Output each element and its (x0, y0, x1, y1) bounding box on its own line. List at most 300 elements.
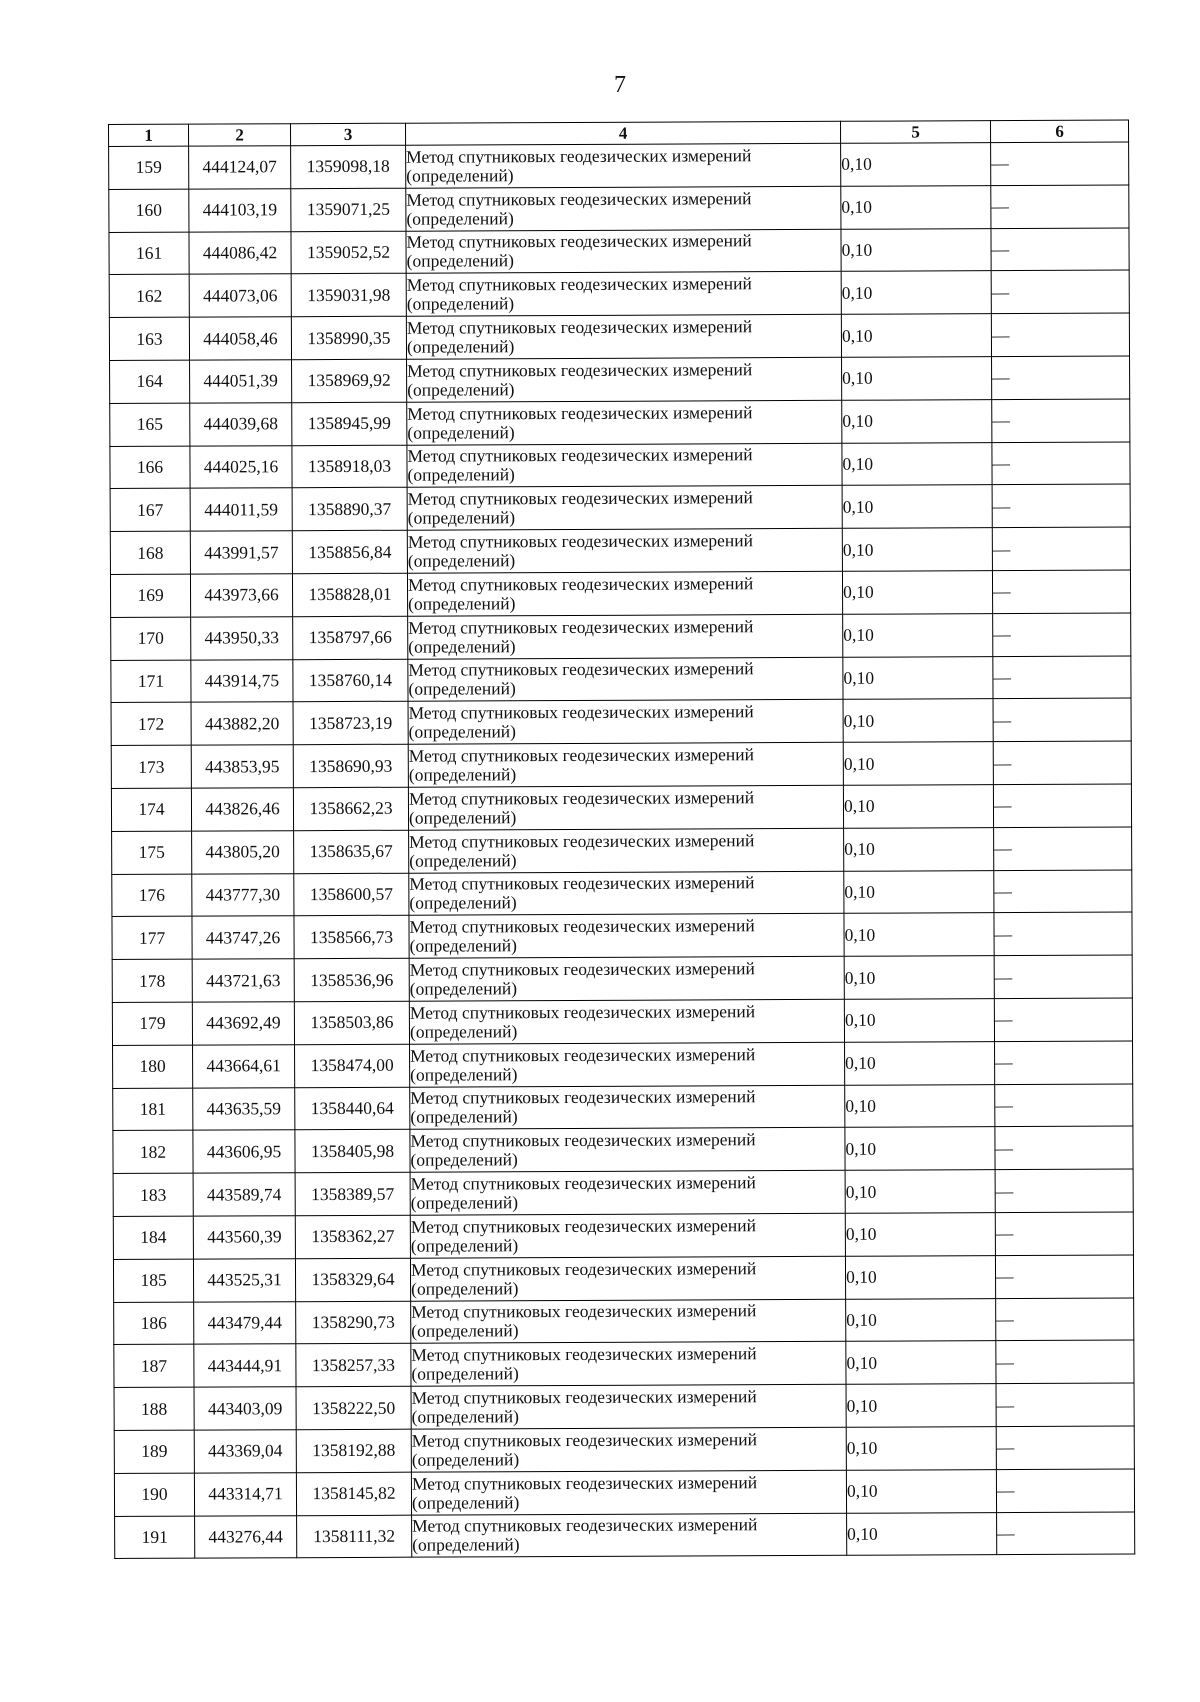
method-cell (410, 1128, 845, 1173)
method-cell (407, 400, 842, 445)
method-line-1: Метод спутниковых геодезических измерений (407, 401, 753, 424)
method-line-1: Метод спутниковых геодезических измерений (406, 316, 753, 338)
method-line-2: (определений) (407, 507, 516, 528)
table-row (112, 827, 1132, 874)
table-row (114, 1383, 1134, 1430)
method-cell (410, 1213, 845, 1258)
note-cell: — (996, 1469, 1134, 1512)
y-coordinate-cell: 1358257,33 (296, 1344, 411, 1387)
note-cell: — (994, 870, 1132, 913)
accuracy-cell: 0,10 (844, 870, 994, 913)
method-cell (410, 1042, 845, 1087)
table-row (109, 270, 1129, 317)
accuracy-cell: 0,10 (844, 956, 994, 999)
method-cell (409, 828, 844, 873)
x-coordinate-cell: 443479,44 (194, 1301, 296, 1344)
x-coordinate-cell: 443826,46 (191, 788, 293, 831)
note-cell: — (993, 656, 1131, 699)
method-cell (408, 614, 843, 659)
y-coordinate-cell: 1358890,37 (292, 488, 407, 531)
method-line-1: Метод спутниковых геодезических измерений (409, 958, 755, 980)
y-coordinate-cell: 1358362,27 (295, 1215, 410, 1258)
method-line-2: (определений) (408, 807, 517, 828)
point-number-cell: 165 (110, 403, 190, 446)
y-coordinate-cell: 1358797,66 (293, 616, 408, 659)
y-coordinate-cell: 1359098,18 (291, 145, 406, 188)
table-row (114, 1469, 1134, 1516)
y-coordinate-cell: 1358566,73 (294, 916, 409, 959)
x-coordinate-cell: 443276,44 (195, 1515, 297, 1558)
method-line-2: (определений) (408, 721, 517, 742)
x-coordinate-cell: 443314,71 (194, 1472, 296, 1515)
y-coordinate-cell: 1358405,98 (295, 1130, 410, 1173)
method-line-1: Метод спутниковых геодезических измерений (407, 487, 753, 509)
accuracy-cell: 0,10 (844, 913, 994, 956)
y-coordinate-cell: 1359052,52 (291, 231, 406, 274)
y-coordinate-cell: 1358290,73 (296, 1301, 411, 1344)
method-cell (411, 1470, 846, 1515)
y-coordinate-cell: 1358440,64 (295, 1087, 410, 1130)
table-row (112, 870, 1132, 917)
method-line-2: (определений) (409, 849, 517, 871)
method-cell (409, 956, 844, 1001)
method-line-1: Метод спутниковых геодезических измерений (410, 1172, 756, 1194)
method-cell (411, 1384, 846, 1429)
method-line-1: Метод спутниковых геодезических измерений (408, 658, 754, 681)
table-row (111, 656, 1131, 703)
note-cell: — (992, 570, 1130, 613)
coordinates-table (108, 120, 1135, 1560)
table-row (112, 998, 1132, 1045)
table-row (110, 570, 1130, 617)
note-cell: — (991, 185, 1129, 228)
note-cell: — (991, 313, 1129, 356)
note-cell: — (994, 955, 1132, 998)
method-line-2: (определений) (411, 1363, 519, 1384)
table-row (109, 185, 1129, 232)
method-cell (407, 486, 842, 531)
method-cell (410, 1085, 845, 1130)
x-coordinate-cell: 443635,59 (193, 1087, 295, 1130)
x-coordinate-cell: 443853,95 (191, 745, 293, 788)
method-line-1: Метод спутниковых геодезических измерений (409, 915, 755, 937)
accuracy-cell: 0,10 (841, 228, 991, 271)
note-cell: — (994, 998, 1132, 1041)
y-coordinate-cell: 1359071,25 (291, 188, 406, 231)
method-line-2: (определений) (407, 421, 515, 443)
table-row (110, 527, 1130, 574)
method-cell (410, 1170, 845, 1215)
note-cell: — (993, 698, 1131, 741)
method-line-2: (определений) (406, 250, 514, 272)
y-coordinate-cell: 1358536,96 (294, 958, 409, 1001)
method-line-2: (определений) (408, 593, 516, 614)
note-cell: — (995, 1255, 1133, 1298)
accuracy-cell: 0,10 (846, 1384, 996, 1427)
method-cell (409, 914, 844, 959)
method-line-1: Метод спутниковых геодезических измерений (410, 1086, 756, 1109)
method-cell (407, 443, 842, 488)
point-number-cell: 161 (109, 232, 189, 275)
column-header: 4 (405, 121, 840, 145)
table-row (111, 784, 1131, 831)
method-line-1: Метод спутниковых геодезических измерений (410, 1257, 757, 1280)
x-coordinate-cell: 443664,61 (193, 1044, 295, 1087)
point-number-cell: 189 (114, 1430, 194, 1473)
method-line-2: (определений) (411, 1320, 519, 1342)
method-line-2: (определений) (409, 935, 517, 956)
method-cell (406, 314, 841, 359)
method-line-2: (определений) (409, 1021, 518, 1042)
method-line-1: Метод спутниковых геодезических измерений (411, 1428, 757, 1451)
method-line-1: Метод спутниковых геодезических измерений (408, 701, 754, 723)
x-coordinate-cell: 444011,59 (190, 488, 292, 531)
y-coordinate-cell: 1358918,03 (292, 445, 407, 488)
x-coordinate-cell: 443777,30 (192, 873, 294, 916)
note-cell: — (995, 1041, 1133, 1084)
note-cell: — (996, 1426, 1134, 1469)
table-row (114, 1298, 1134, 1345)
note-cell: — (996, 1298, 1134, 1341)
x-coordinate-cell: 443525,31 (193, 1258, 295, 1301)
accuracy-cell: 0,10 (846, 1469, 996, 1512)
note-cell: — (992, 356, 1130, 399)
x-coordinate-cell: 443369,04 (194, 1430, 296, 1473)
y-coordinate-cell: 1358828,01 (292, 573, 407, 616)
x-coordinate-cell: 444025,16 (190, 445, 292, 488)
point-number-cell: 190 (114, 1473, 194, 1516)
note-cell: — (995, 1212, 1133, 1255)
x-coordinate-cell: 443973,66 (190, 574, 292, 617)
y-coordinate-cell: 1358635,67 (294, 830, 409, 873)
method-line-1: Метод спутниковых геодезических измерений (407, 573, 754, 595)
x-coordinate-cell: 443560,39 (193, 1216, 295, 1259)
y-coordinate-cell: 1358111,32 (297, 1515, 412, 1558)
method-cell (410, 1256, 845, 1301)
x-coordinate-cell: 444103,19 (189, 188, 291, 231)
point-number-cell: 176 (112, 874, 192, 917)
point-number-cell: 181 (113, 1088, 193, 1131)
accuracy-cell: 0,10 (844, 999, 994, 1042)
y-coordinate-cell: 1358503,86 (294, 1001, 409, 1044)
table-row (111, 698, 1131, 745)
method-line-1: Метод спутниковых геодезических измерений (408, 744, 754, 766)
table-row (114, 1426, 1134, 1473)
method-line-1: Метод спутниковых геодезических измерений (411, 1343, 757, 1365)
method-cell (407, 571, 842, 616)
x-coordinate-cell: 443914,75 (191, 659, 293, 702)
method-cell (408, 657, 843, 702)
y-coordinate-cell: 1358990,35 (291, 316, 406, 359)
method-line-1: Метод спутниковых геодезических измерений (406, 230, 752, 253)
accuracy-cell: 0,10 (842, 571, 992, 614)
point-number-cell: 169 (110, 574, 190, 617)
table-row (109, 313, 1129, 360)
method-line-1: Метод спутниковых геодезических измерений (410, 1214, 757, 1237)
x-coordinate-cell: 443991,57 (190, 531, 292, 574)
accuracy-cell: 0,10 (841, 314, 991, 357)
accuracy-cell: 0,10 (844, 827, 994, 870)
point-number-cell: 175 (112, 831, 192, 874)
method-cell (408, 742, 843, 787)
accuracy-cell: 0,10 (845, 1255, 995, 1298)
method-line-1: Метод спутниковых геодезических измерений (406, 187, 752, 210)
note-cell: — (993, 784, 1131, 827)
method-line-2: (определений) (406, 165, 514, 186)
method-line-2: (определений) (407, 464, 515, 486)
point-number-cell: 188 (114, 1387, 194, 1430)
y-coordinate-cell: 1358145,82 (296, 1472, 411, 1515)
table-row (111, 741, 1131, 788)
table-row (110, 399, 1130, 446)
method-line-2: (определений) (408, 764, 517, 785)
x-coordinate-cell: 444086,42 (189, 231, 291, 274)
point-number-cell: 191 (115, 1516, 195, 1559)
accuracy-cell: 0,10 (843, 699, 993, 742)
note-cell: — (992, 442, 1130, 485)
method-line-1: Метод спутниковых геодезических измерений (409, 829, 755, 852)
method-cell (411, 1427, 846, 1472)
y-coordinate-cell: 1358969,92 (292, 359, 407, 402)
method-line-1: Метод спутниковых геодезических измерений (409, 1001, 756, 1023)
point-number-cell: 164 (110, 360, 190, 403)
accuracy-cell: 0,10 (842, 485, 992, 528)
y-coordinate-cell: 1358945,99 (292, 402, 407, 445)
method-line-2: (определений) (409, 978, 518, 999)
accuracy-cell: 0,10 (842, 357, 992, 400)
y-coordinate-cell: 1358389,57 (295, 1172, 410, 1215)
accuracy-cell: 0,10 (847, 1512, 997, 1555)
method-line-1: Метод спутниковых геодезических измерений (411, 1471, 758, 1494)
x-coordinate-cell: 444124,07 (189, 146, 291, 189)
accuracy-cell: 0,10 (843, 656, 993, 699)
point-number-cell: 167 (110, 489, 190, 532)
method-line-1: Метод спутниковых геодезических измерений (407, 530, 754, 552)
method-line-1: Метод спутниковых геодезических измерений (410, 1129, 756, 1151)
x-coordinate-cell: 443403,09 (194, 1387, 296, 1430)
method-cell (406, 229, 841, 274)
x-coordinate-cell: 443950,33 (191, 616, 293, 659)
y-coordinate-cell: 1359031,98 (291, 274, 406, 317)
point-number-cell: 172 (111, 703, 191, 746)
method-line-2: (определений) (408, 678, 516, 700)
y-coordinate-cell: 1358329,64 (295, 1258, 410, 1301)
accuracy-cell: 0,10 (845, 1084, 995, 1127)
method-line-2: (определений) (410, 1063, 518, 1085)
accuracy-cell: 0,10 (841, 271, 991, 314)
table-row (115, 1512, 1135, 1559)
y-coordinate-cell: 1358690,93 (293, 744, 408, 787)
x-coordinate-cell: 443692,49 (192, 1002, 294, 1045)
accuracy-cell: 0,10 (843, 613, 993, 656)
method-line-1: Метод спутниковых геодезических измерений (410, 1043, 756, 1066)
method-line-2: (определений) (410, 1149, 518, 1170)
method-cell (409, 999, 844, 1044)
accuracy-cell: 0,10 (843, 785, 993, 828)
page-number: 7 (614, 72, 626, 98)
column-header: 2 (189, 124, 291, 146)
point-number-cell: 187 (114, 1344, 194, 1387)
point-number-cell: 160 (109, 189, 189, 232)
note-cell: — (991, 142, 1129, 185)
y-coordinate-cell: 1358192,88 (296, 1429, 411, 1472)
point-number-cell: 166 (110, 446, 190, 489)
table-row (110, 484, 1130, 531)
point-number-cell: 186 (114, 1302, 194, 1345)
table-row (113, 1212, 1133, 1259)
method-cell (406, 272, 841, 317)
x-coordinate-cell: 443444,91 (194, 1344, 296, 1387)
point-number-cell: 170 (111, 617, 191, 660)
method-line-1: Метод спутниковых геодезических измерений (406, 145, 752, 167)
column-header: 3 (291, 123, 406, 146)
accuracy-cell: 0,10 (846, 1298, 996, 1341)
method-cell (406, 186, 841, 231)
accuracy-cell: 0,10 (845, 1170, 995, 1213)
table-row (112, 955, 1132, 1002)
point-number-cell: 179 (112, 1002, 192, 1045)
table-row (114, 1340, 1134, 1387)
method-line-1: Метод спутниковых геодезических измерений (406, 273, 752, 295)
point-number-cell: 162 (109, 275, 189, 318)
accuracy-cell: 0,10 (841, 143, 991, 186)
table-row (113, 1169, 1133, 1216)
y-coordinate-cell: 1358856,84 (292, 530, 407, 573)
point-number-cell: 182 (113, 1130, 193, 1173)
accuracy-cell: 0,10 (846, 1341, 996, 1384)
method-cell (409, 871, 844, 916)
x-coordinate-cell: 443882,20 (191, 702, 293, 745)
method-line-2: (определений) (410, 1192, 519, 1213)
note-cell: — (996, 1340, 1134, 1383)
point-number-cell: 184 (113, 1216, 193, 1259)
point-number-cell: 168 (110, 531, 190, 574)
y-coordinate-cell: 1358662,23 (293, 787, 408, 830)
method-line-1: Метод спутниковых геодезических измерений (411, 1300, 757, 1323)
table-row (113, 1041, 1133, 1088)
point-number-cell: 174 (111, 788, 191, 831)
method-cell (406, 143, 841, 188)
method-line-2: (определений) (406, 293, 515, 314)
column-header: 1 (109, 124, 189, 146)
column-header: 6 (990, 120, 1128, 143)
note-cell: — (995, 1084, 1133, 1127)
table-row (113, 1126, 1133, 1173)
x-coordinate-cell: 443721,63 (192, 959, 294, 1002)
table-row (113, 1084, 1133, 1131)
method-line-2: (определений) (410, 1235, 519, 1256)
point-number-cell: 178 (112, 959, 192, 1002)
method-line-2: (определений) (409, 892, 517, 914)
y-coordinate-cell: 1358222,50 (296, 1386, 411, 1429)
method-line-2: (определений) (410, 1106, 518, 1128)
accuracy-cell: 0,10 (842, 528, 992, 571)
accuracy-cell: 0,10 (842, 442, 992, 485)
note-cell: — (991, 228, 1129, 271)
method-line-1: Метод спутниковых геодезических измерений (411, 1386, 757, 1408)
table-row (113, 1255, 1133, 1302)
table-row (112, 912, 1132, 959)
table-row (111, 613, 1131, 660)
method-line-1: Метод спутниковых геодезических измерений (408, 787, 755, 809)
method-cell (407, 528, 842, 573)
note-cell: — (992, 527, 1130, 570)
accuracy-cell: 0,10 (845, 1127, 995, 1170)
accuracy-cell: 0,10 (846, 1427, 996, 1470)
y-coordinate-cell: 1358600,57 (294, 873, 409, 916)
table-row (109, 228, 1129, 275)
x-coordinate-cell: 444058,46 (189, 317, 291, 360)
x-coordinate-cell: 443747,26 (192, 916, 294, 959)
table-row (110, 356, 1130, 403)
method-line-2: (определений) (406, 336, 515, 357)
note-cell: — (994, 912, 1132, 955)
point-number-cell: 173 (111, 745, 191, 788)
method-line-1: Метод спутниковых геодезических измерений (412, 1514, 758, 1537)
method-line-2: (определений) (407, 550, 516, 571)
method-cell (407, 357, 842, 402)
note-cell: — (995, 1126, 1133, 1169)
method-line-2: (определений) (411, 1406, 520, 1427)
note-cell: — (991, 270, 1129, 313)
note-cell: — (992, 484, 1130, 527)
point-number-cell: 163 (109, 317, 189, 360)
point-number-cell: 180 (113, 1045, 193, 1088)
method-line-1: Метод спутниковых геодезических измерений (407, 444, 753, 467)
table-row (109, 142, 1129, 189)
method-cell (408, 700, 843, 745)
note-cell: — (992, 399, 1130, 442)
accuracy-cell: 0,10 (845, 1041, 995, 1084)
accuracy-cell: 0,10 (845, 1213, 995, 1256)
note-cell: — (997, 1512, 1135, 1555)
method-line-2: (определений) (411, 1277, 519, 1299)
method-line-1: Метод спутниковых геодезических измерений (407, 359, 753, 381)
x-coordinate-cell: 444051,39 (190, 360, 292, 403)
note-cell: — (993, 741, 1131, 784)
point-number-cell: 159 (109, 146, 189, 189)
x-coordinate-cell: 443805,20 (192, 830, 294, 873)
method-line-2: (определений) (406, 207, 514, 229)
table-row (110, 442, 1130, 489)
method-line-2: (определений) (412, 1534, 520, 1556)
point-number-cell: 171 (111, 660, 191, 703)
accuracy-cell: 0,10 (842, 399, 992, 442)
y-coordinate-cell: 1358474,00 (295, 1044, 410, 1087)
point-number-cell: 183 (113, 1173, 193, 1216)
method-line-2: (определений) (411, 1449, 520, 1470)
y-coordinate-cell: 1358723,19 (293, 702, 408, 745)
note-cell: — (993, 613, 1131, 656)
x-coordinate-cell: 443589,74 (193, 1173, 295, 1216)
x-coordinate-cell: 444039,68 (190, 402, 292, 445)
method-line-2: (определений) (411, 1491, 520, 1513)
method-cell (411, 1299, 846, 1344)
point-number-cell: 185 (113, 1259, 193, 1302)
note-cell: — (996, 1383, 1134, 1426)
x-coordinate-cell: 444073,06 (189, 274, 291, 317)
column-header: 5 (840, 121, 990, 144)
note-cell: — (995, 1169, 1133, 1212)
x-coordinate-cell: 443606,95 (193, 1130, 295, 1173)
method-cell (408, 785, 843, 830)
method-line-1: Метод спутниковых геодезических измерений (409, 872, 755, 895)
point-number-cell: 177 (112, 916, 192, 959)
method-line-2: (определений) (408, 635, 516, 657)
accuracy-cell: 0,10 (843, 742, 993, 785)
method-cell (412, 1513, 847, 1558)
accuracy-cell: 0,10 (841, 185, 991, 228)
